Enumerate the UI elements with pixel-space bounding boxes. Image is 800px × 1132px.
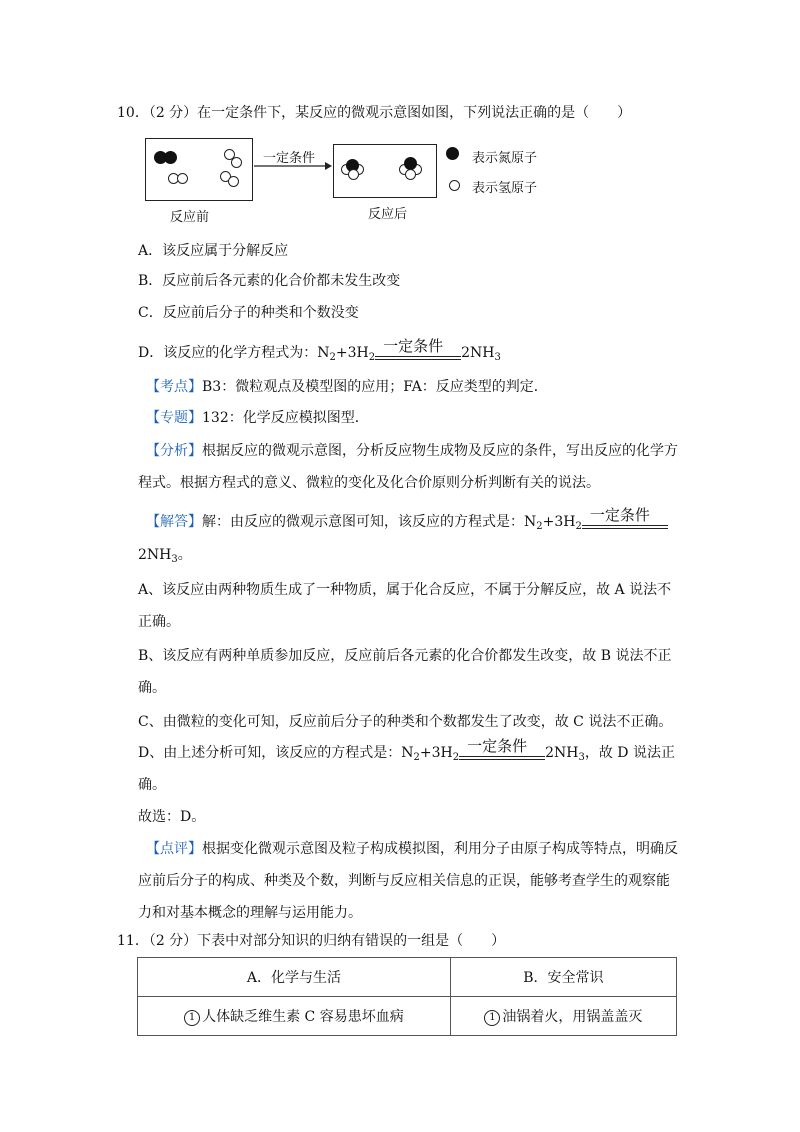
hydrogen-atom [231, 157, 242, 168]
reaction-condition: 一定条件 [582, 512, 668, 532]
option-c: C．反应前后分子的种类和个数没变 [138, 305, 359, 321]
hydrogen-atom [177, 173, 188, 184]
reaction-condition: 一定条件 [459, 743, 545, 763]
analysis-d-2: 确。 [138, 777, 166, 793]
table-row [138, 997, 677, 1036]
analysis-b-2: 确。 [138, 680, 166, 696]
nitrogen-legend-icon [446, 147, 459, 160]
reaction-condition: 一定条件 [375, 343, 461, 363]
circled-number: 1 [184, 1010, 200, 1026]
fenxi-line-1: 【分析】根据反应的微观示意图，分析反应物生成物及反应的条件，写出反应的化学方 [146, 443, 678, 459]
q10-stem: 10．（2 分）在一定条件下，某反应的微观示意图如图，下列说法正确的是（ ） [117, 105, 632, 121]
fenxi-line-2: 程式。根据方程式的意义、微粒的变化及化合价原则分析判断有关的说法。 [138, 475, 600, 491]
answer-line: 故选：D。 [138, 809, 206, 825]
hydrogen-atom [405, 169, 416, 180]
analysis-d-1: D、由上述分析可知，该反应的方程式是：$N_2+3H_2$ 一定条件 $2NH_3$，故 D 说法正 [138, 737, 675, 763]
before-label: 反应前 [170, 210, 210, 225]
jieda-line-1: 【解答】解：由反应的微观示意图可知，该反应的方程式是：$N_2+3H_2$ 一定条件 [146, 512, 668, 537]
option-b: B．反应前后各元素的化合价都未发生改变 [138, 273, 401, 289]
dianping-line-1: 【点评】根据变化微观示意图及粒子构成模拟图，利用分子由原子构成等特点，明确反 [146, 841, 678, 857]
kaodian-line: 【考点】B3：微粒观点及模型图的应用；FA：反应类型的判定． [146, 379, 548, 395]
analysis-c-1: C、由微粒的变化可知，反应前后分子的种类和个数都发生了改变，故 C 说法不正确。 [138, 714, 673, 730]
zhuanti-line: 【专题】132：化学反应模拟图型． [146, 410, 369, 426]
legend-nitrogen: 表示氮原子 [472, 151, 538, 166]
before-box [145, 138, 253, 201]
table-cell: 1 油锅着火，用锅盖盖灭 [450, 997, 676, 1036]
circled-number: 1 [484, 1010, 500, 1026]
after-label: 反应后 [368, 207, 408, 222]
table-head-a: A．化学与生活 [138, 958, 451, 997]
nitrogen-atom [164, 151, 177, 164]
option-a: A．该反应属于分解反应 [138, 243, 289, 259]
knowledge-table [137, 957, 677, 1036]
reaction-arrow-icon [253, 160, 333, 172]
analysis-a-2: 正确。 [138, 614, 180, 630]
hydrogen-atom [228, 176, 239, 187]
dianping-line-2: 应前后分子的构成、种类及个数，判断与反应相关信息的正误，能够考查学生的观察能 [138, 873, 670, 889]
hydrogen-legend-icon [449, 180, 460, 191]
legend-hydrogen: 表示氢原子 [472, 181, 538, 196]
arrow-label: 一定条件 [263, 151, 316, 166]
after-box [333, 144, 437, 198]
option-d: D．该反应的化学方程式为：$N_2+3H_2$ 一定条件 $2NH_3$ [138, 337, 501, 363]
analysis-a-1: A、该反应由两种物质生成了一种物质，属于化合反应，不属于分解反应，故 A 说法不 [138, 582, 672, 598]
hydrogen-atom [348, 169, 359, 180]
dianping-line-3: 力和对基本概念的理解与运用能力。 [138, 905, 362, 921]
table-cell: 1 人体缺乏维生素 C 容易患坏血病 [138, 997, 451, 1036]
table-head-b: B．安全常识 [450, 958, 676, 997]
jieda-line-2: $2NH_3$。 [138, 547, 192, 565]
q11-stem: 11．（2 分）下表中对部分知识的归纳有错误的一组是（ ） [117, 933, 506, 949]
analysis-b-1: B、该反应有两种单质参加反应，反应前后各元素的化合价都发生改变，故 B 说法不正 [138, 648, 672, 664]
table-header-row [138, 958, 677, 997]
